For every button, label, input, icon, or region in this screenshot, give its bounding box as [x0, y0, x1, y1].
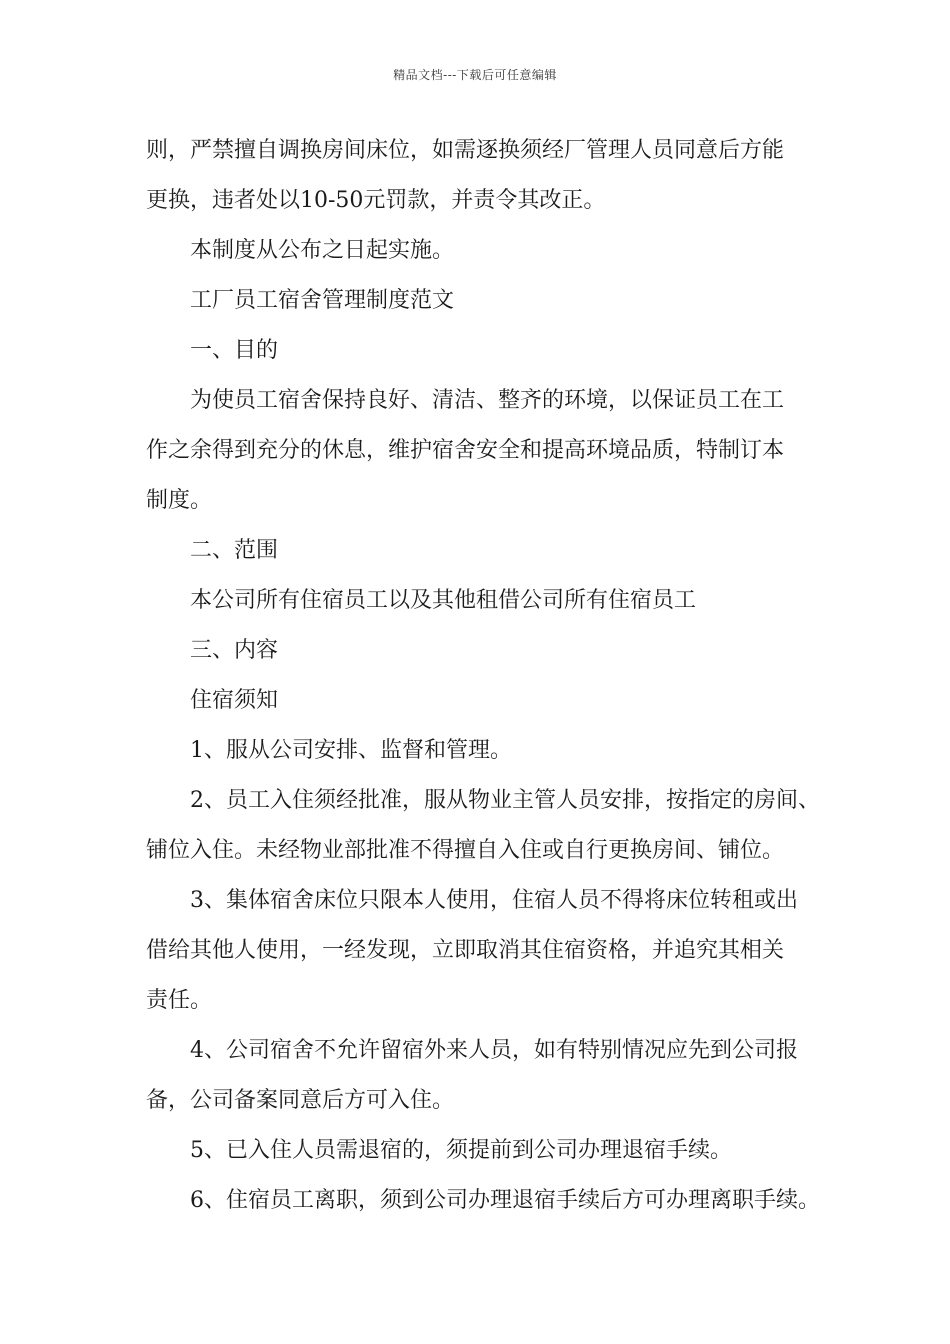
text-line: 三、内容 — [190, 638, 279, 663]
text-line: 铺位入住。未经物业部批准不得擅自入住或自行更换房间、铺位。 — [146, 838, 785, 863]
text-line: 制度。 — [146, 488, 213, 513]
text-line: 借给其他人使用，一经发现，立即取消其住宿资格，并追究其相关 — [146, 938, 785, 963]
text-line: 3、集体宿舍床位只限本人使用，住宿人员不得将床位转租或出 — [190, 888, 798, 913]
text-line: 1、服从公司安排、监督和管理。 — [190, 738, 512, 763]
text-line: 更换，违者处以10-50元罚款，并责令其改正。 — [146, 188, 606, 213]
document-body — [146, 131, 820, 1231]
text-line: 本制度从公布之日起实施。 — [190, 238, 455, 263]
text-line: 责任。 — [146, 988, 213, 1013]
text-line: 备，公司备案同意后方可入住。 — [146, 1088, 455, 1113]
text-line: 工厂员工宿舍管理制度范文 — [190, 288, 455, 313]
text-line: 4、公司宿舍不允许留宿外来人员，如有特别情况应先到公司报 — [190, 1038, 798, 1063]
text-line: 一、目的 — [190, 338, 279, 363]
text-line: 本公司所有住宿员工以及其他租借公司所有住宿员工 — [190, 588, 697, 613]
text-line: 2、员工入住须经批准，服从物业主管人员安排，按指定的房间、 — [190, 788, 820, 813]
text-line: 作之余得到充分的休息，维护宿舍安全和提高环境品质，特制订本 — [146, 438, 785, 463]
text-line: 则，严禁擅自调换房间床位，如需逐换须经厂管理人员同意后方能 — [146, 138, 785, 163]
text-line: 二、范围 — [190, 538, 279, 563]
page-header: 精品文档---下载后可任意编辑 — [393, 68, 557, 82]
text-line: 5、已入住人员需退宿的，须提前到公司办理退宿手续。 — [190, 1138, 732, 1163]
text-line: 住宿须知 — [190, 688, 279, 713]
text-line: 为使员工宿舍保持良好、清洁、整齐的环境，以保证员工在工 — [190, 388, 785, 413]
text-line: 6、住宿员工离职，须到公司办理退宿手续后方可办理离职手续。 — [190, 1188, 820, 1213]
